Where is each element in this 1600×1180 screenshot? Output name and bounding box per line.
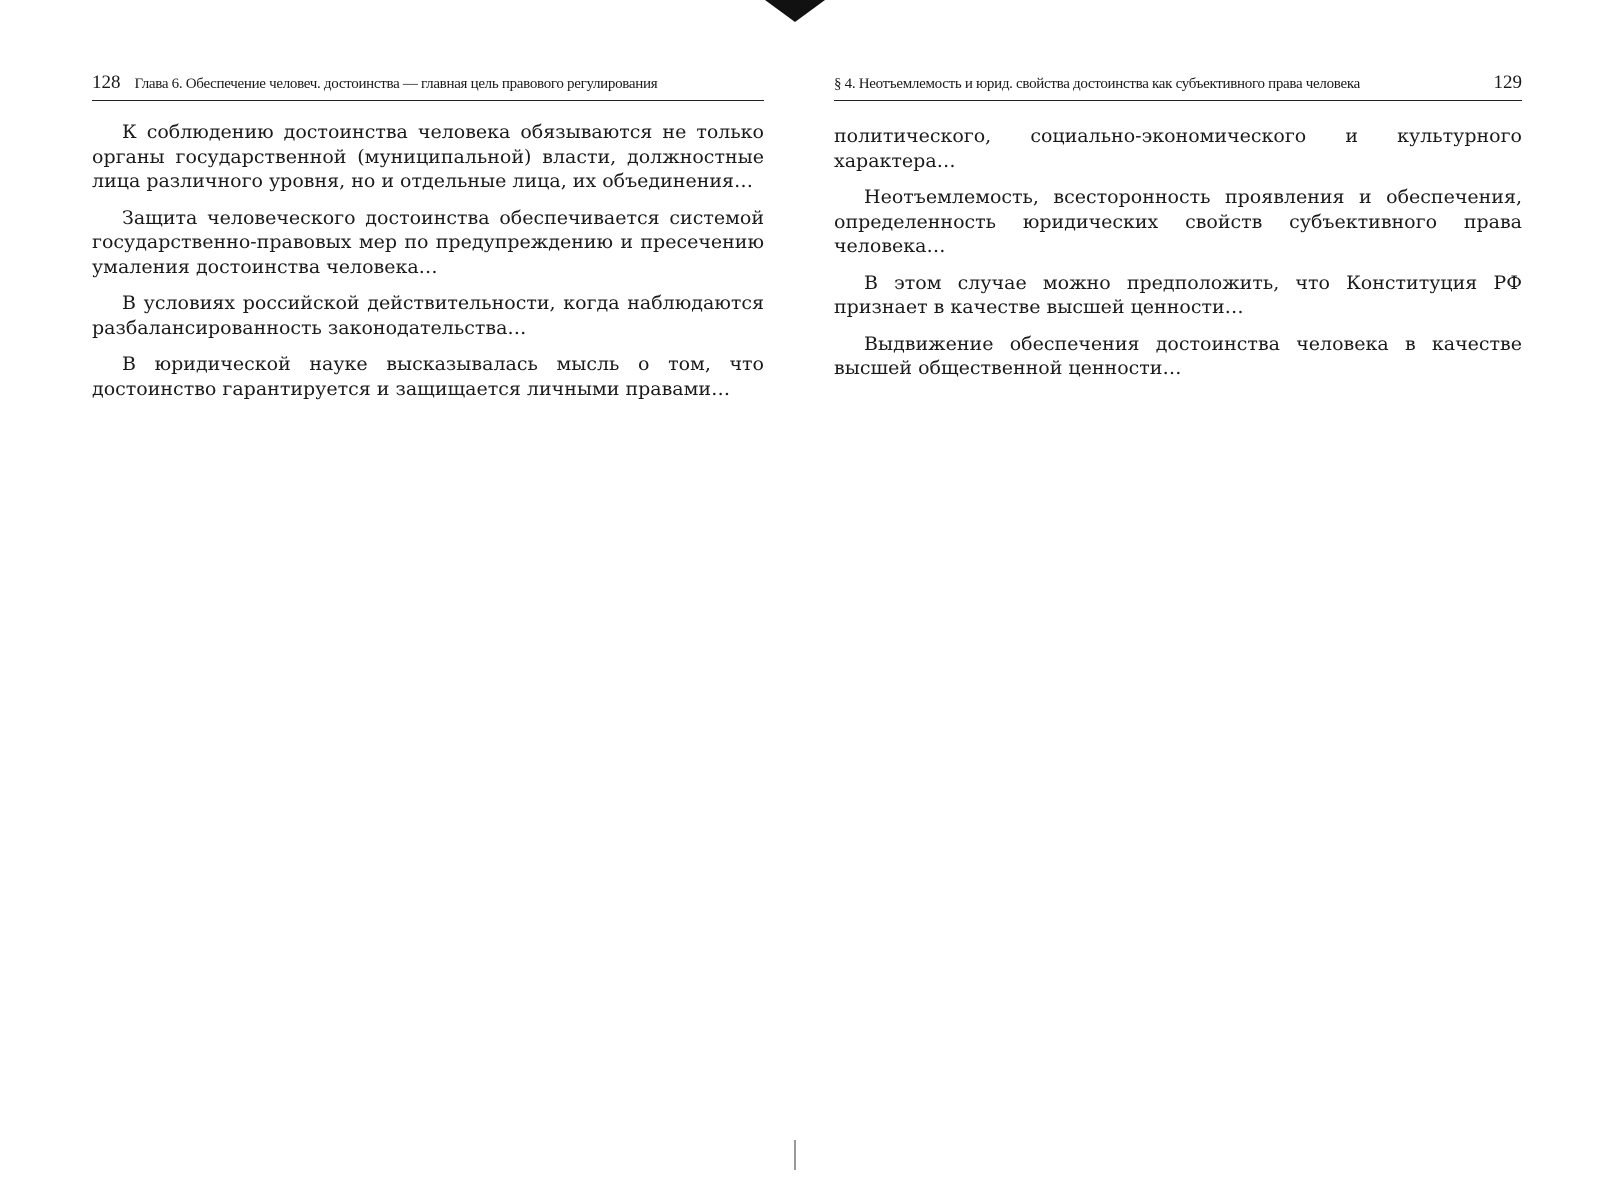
paragraph: В этом случае можно предположить, что Конституция РФ признает в качестве высшей ценности… — [834, 271, 1522, 318]
left-running-head — [92, 72, 764, 101]
gutter-mark — [794, 1140, 796, 1170]
right-section-title: § 4. Неотъемлемость и юрид. свойства достоинства как субъективного права человека — [834, 76, 1360, 92]
paragraph: В условиях российской действительности, когда наблюдаются разбалансированность законодательства… — [92, 292, 764, 339]
right-running-head — [834, 72, 1522, 101]
paragraph: Неотъемлемость, всесторонность проявления и обеспечения, определенность юридических свойств субъективного права человека… — [834, 186, 1522, 257]
left-body-text — [92, 120, 764, 401]
left-page — [0, 0, 790, 1180]
left-page-number: 128 — [92, 72, 121, 93]
paragraph: К соблюдению достоинства человека обязываются не только органы государственной (муниципальной) власти, должностные лица различного уровня, но и отдельные лица, их объединения… — [92, 121, 764, 192]
right-page — [800, 0, 1600, 1180]
left-chapter-title: Глава 6. Обеспечение человеч. достоинства — главная цель правового регулирования — [134, 76, 658, 92]
paragraph: Защита человеческого достоинства обеспечивается системой государственно-правовых мер по предупреждению и пресечению умаления достоинства человека… — [92, 206, 764, 278]
paragraph: В юридической науке высказывалась мысль о том, что достоинство гарантируется и защищается личными правами… — [92, 353, 764, 400]
right-page-number: 129 — [1493, 72, 1522, 93]
paragraph: Выдвижение обеспечения достоинства человека в качестве высшей общественной ценности… — [834, 332, 1522, 379]
right-body-text — [834, 124, 1522, 381]
paragraph: политического, социально-экономического и культурного характера… — [834, 125, 1522, 172]
